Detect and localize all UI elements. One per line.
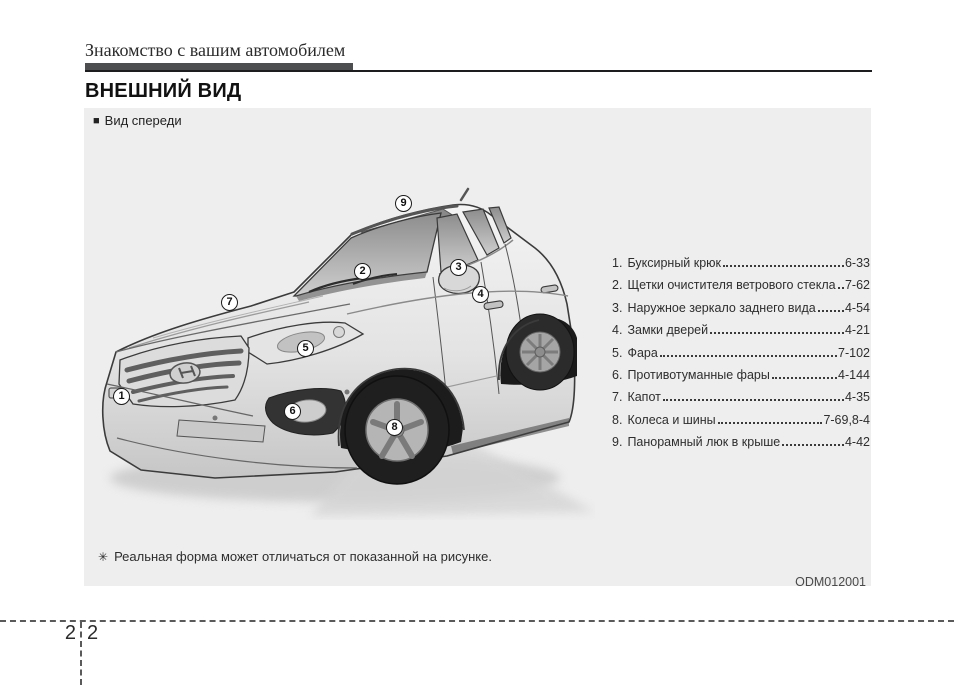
- dot-leader: [660, 355, 837, 357]
- dot-leader: [663, 399, 844, 401]
- item-page-ref: 6-33: [844, 256, 870, 270]
- item-label: Капот: [627, 390, 661, 405]
- parts-list-item: [612, 323, 870, 345]
- callout-8-wheels: 8: [386, 419, 403, 436]
- item-label: Буксирный крюк: [627, 256, 722, 270]
- callout-7-hood: 7: [221, 294, 238, 311]
- item-page-ref: 7-102: [838, 345, 870, 360]
- item-number: 3.: [612, 300, 623, 315]
- figure-panel: [84, 108, 871, 589]
- footer-dashed-rule: [0, 620, 954, 622]
- car-front-view-drawing: [95, 180, 595, 520]
- title-bar-accent: [85, 63, 353, 70]
- parts-list-item: [612, 278, 870, 300]
- item-page-ref: 7-62: [844, 278, 870, 293]
- parts-list: [612, 256, 870, 458]
- dot-leader: [782, 444, 844, 446]
- figure-label: [93, 113, 182, 128]
- item-number: 4.: [612, 323, 623, 338]
- callout-5-headlight: 5: [297, 340, 314, 357]
- item-number: 2.: [612, 278, 623, 293]
- item-label: Панорамный люк в крыше: [627, 435, 781, 450]
- item-page-ref: 4-54: [844, 300, 870, 315]
- item-label: Колеса и шины: [627, 412, 716, 427]
- callout-1-tow-hook: 1: [113, 388, 130, 405]
- dot-leader: [710, 332, 844, 334]
- parts-list-item: [612, 390, 870, 412]
- callout-6-fog-lamps: 6: [284, 403, 301, 420]
- parts-list-item: [612, 368, 870, 390]
- car-illustration: [95, 180, 595, 520]
- item-number: 6.: [612, 367, 623, 382]
- item-page-ref: 4-42: [844, 435, 870, 450]
- callout-9-panoramic-roof: 9: [395, 195, 412, 212]
- callout-3-mirror: 3: [450, 259, 467, 276]
- section-number: 2: [64, 622, 76, 644]
- dot-leader: [772, 377, 837, 379]
- item-number: 1.: [612, 256, 623, 270]
- item-page-ref: 4-144: [838, 367, 870, 382]
- item-number: 9.: [612, 435, 623, 450]
- item-page-ref: 4-35: [844, 390, 870, 405]
- parts-list-item: [612, 413, 870, 435]
- callout-2-wipers: 2: [354, 263, 371, 280]
- figure-label-text: Вид спереди: [104, 113, 182, 128]
- item-label: Наружное зеркало заднего вида: [627, 300, 816, 315]
- chapter-title: Знакомство с вашим автомобилем: [85, 40, 346, 60]
- page-number: 2: [87, 622, 99, 644]
- dot-leader: [723, 265, 844, 267]
- item-label: Замки дверей: [627, 323, 709, 338]
- item-label: Щетки очистителя ветрового стекла: [627, 278, 836, 293]
- section-title: ВНЕШНИЙ ВИД: [85, 80, 242, 102]
- callout-4-door-locks: 4: [472, 286, 489, 303]
- dot-leader: [718, 422, 823, 424]
- item-label: Фара: [627, 345, 658, 360]
- figure-code: ODM012001: [795, 575, 866, 589]
- item-number: 8.: [612, 412, 623, 427]
- figure-note: [98, 549, 492, 564]
- parts-list-item: [612, 256, 870, 278]
- parts-list-item: [612, 346, 870, 368]
- item-number: 5.: [612, 345, 623, 360]
- title-rule: [85, 70, 872, 72]
- asterisk-icon: ✳: [98, 550, 109, 564]
- item-page-ref: 7-69,8-4: [823, 412, 870, 427]
- dot-leader: [818, 310, 844, 312]
- footer-vertical-divider: [80, 622, 82, 685]
- item-label: Противотуманные фары: [627, 367, 770, 382]
- item-page-ref: 4-21: [844, 323, 870, 338]
- parts-list-item: [612, 301, 870, 323]
- item-number: 7.: [612, 390, 623, 405]
- note-text: Реальная форма может отличаться от показанной на рисунке.: [114, 549, 492, 564]
- parts-list-item: [612, 435, 870, 457]
- square-bullet-icon: ■: [93, 115, 100, 127]
- dot-leader: [838, 287, 844, 289]
